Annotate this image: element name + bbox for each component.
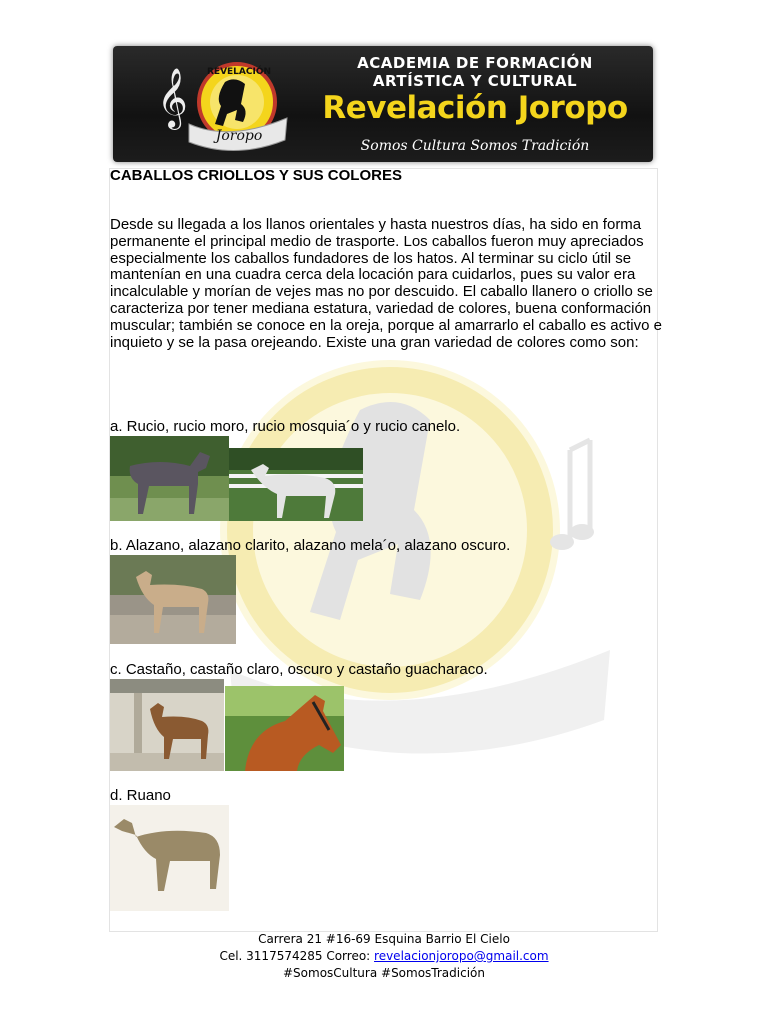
photo-castano-claro	[110, 679, 224, 771]
photo-castano-cabeza	[225, 686, 344, 771]
banner-brand: Revelación Joropo	[322, 90, 628, 126]
header-banner	[113, 46, 653, 162]
banner-line2: ARTÍSTICA Y CULTURAL	[372, 72, 578, 90]
footer-hashtags: #SomosCultura #SomosTradición	[282, 966, 485, 980]
treble-clef-icon: 𝄞	[157, 68, 188, 128]
banner-slogan: Somos Cultura Somos Tradición	[360, 138, 590, 154]
photo-alazano	[110, 555, 236, 644]
caption-alazano: b. Alazano, alazano clarito, alazano mela´o, alazano oscuro.	[110, 537, 511, 554]
footer-email-link[interactable]: revelacionjoropo@gmail.com	[374, 949, 549, 963]
footer-contact	[0, 948, 768, 965]
caption-rucio: a. Rucio, rucio moro, rucio mosquia´o y rucio canelo.	[110, 418, 461, 435]
photo-rucio-canelo	[229, 448, 363, 521]
logo-script-text: Joropo	[215, 128, 263, 144]
photo-ruano	[110, 805, 229, 911]
logo-ring-text: REVELACIÓN	[206, 67, 272, 77]
footer-phone: Cel. 3117574285 Correo:	[219, 949, 375, 963]
caption-ruano: d. Ruano	[110, 787, 171, 804]
intro-paragraph: Desde su llegada a los llanos orientales y hasta nuestros días, ha sido en forma permanente el principal medio de trasporte. Los caballos fueron muy apreciados especialmente los caballos fundadores de los hatos. Al terminar su ciclo útil se mantenían en una cuadra cerca dela locación para cuidarlos, pues su valor era incalculable y morían de vejes mas no por descuido. El caballo llanero o criollo se caracteriza por tener mediana estatura, variedad de colores, buena conformación muscular; también se conoce en la oreja, porque al amarrarlo el caballo es activo e inquieto y se la pasa orejeando. Existe una gran variedad de colores como son:	[110, 216, 662, 351]
banner-line1: ACADEMIA DE FORMACIÓN	[357, 54, 593, 72]
document-title: CABALLOS CRIOLLOS Y SUS COLORES	[110, 167, 402, 184]
caption-castano: c. Castaño, castaño claro, oscuro y castaño guacharaco.	[110, 661, 488, 678]
photo-rucio-moro	[110, 436, 229, 521]
footer-address: Carrera 21 #16-69 Esquina Barrio El Cielo	[258, 932, 510, 946]
